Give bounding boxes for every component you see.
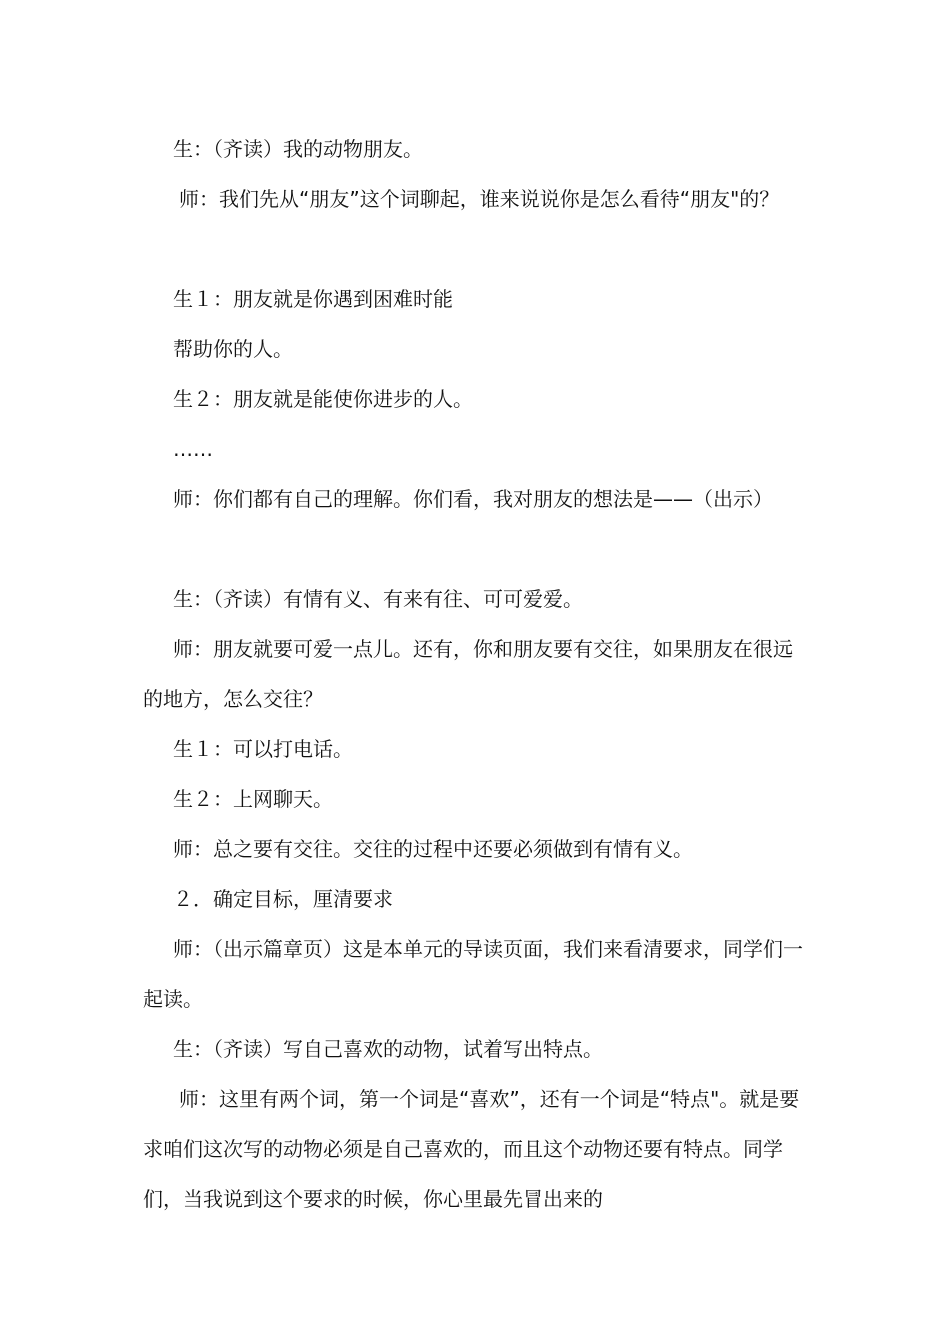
paragraph-student1-phone: 生１：可以打电话。 xyxy=(173,737,353,761)
paragraph-teacher-chapter-page: 师：（出示篇章页）这是本单元的导读页面，我们来看清要求，同学们一起读。 xyxy=(143,937,803,1011)
paragraph-student1-answer: 生１：朋友就是你遇到困难时能 xyxy=(173,287,453,311)
paragraph-student1-answer-cont: 帮助你的人。 xyxy=(173,337,293,361)
paragraph-student-reading-3: 生：（齐读）写自己喜欢的动物，试着写出特点。 xyxy=(173,1037,603,1061)
paragraph-ellipsis: …… xyxy=(173,437,213,461)
section-heading-goal: ２．确定目标，厘清要求 xyxy=(173,887,393,911)
paragraph-student2-chat: 生２：上网聊天。 xyxy=(173,787,333,811)
paragraph-student-reading: 生：（齐读）我的动物朋友。 xyxy=(173,137,423,161)
paragraph-teacher-summary: 师：总之要有交往。交往的过程中还要必须做到有情有义。 xyxy=(173,837,693,861)
paragraph-teacher-two-words: 师：这里有两个词，第一个词是“喜欢”，还有一个词是“特点"。就是要求咱们这次写的动物必须是自己喜欢的，而且这个动物还要有特点。同学们，当我说到这个要求的时候，你心里最先冒出来的 xyxy=(143,1087,800,1211)
paragraph-student-reading-2: 生：（齐读）有情有义、有来有往、可可爱爱。 xyxy=(173,587,583,611)
paragraph-teacher-show: 师：你们都有自己的理解。你们看，我对朋友的想法是——（出示） xyxy=(173,487,773,511)
paragraph-teacher-friend-question: 师：我们先从“朋友”这个词聊起，谁来说说你是怎么看待“朋友"的？ xyxy=(179,187,780,211)
paragraph-teacher-contact: 师：朋友就要可爱一点儿。还有，你和朋友要有交往，如果朋友在很远的地方，怎么交往？ xyxy=(143,637,793,711)
paragraph-student2-answer: 生２：朋友就是能使你进步的人。 xyxy=(173,387,473,411)
